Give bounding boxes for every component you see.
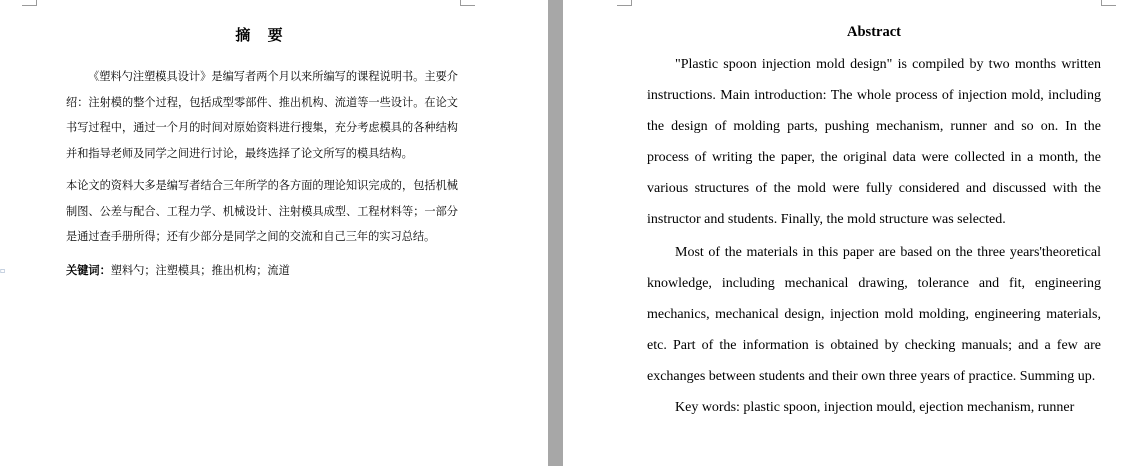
english-abstract-page bbox=[563, 0, 1139, 466]
chinese-abstract-page bbox=[0, 0, 548, 466]
keywords-label: 关键词： bbox=[66, 264, 111, 277]
chinese-paragraph bbox=[66, 64, 458, 166]
chinese-paragraph-text: 本论文的资料大多是编写者结合三年所学的各方面的理论知识完成的，包括机械制图、公差与配合、工程力学、机械设计、注射模具成型、工程材料等；一部分是通过查手册所得；还有少部分是同学之间的交流和自己三年的实习总结。 bbox=[66, 179, 458, 243]
english-title: Abstract bbox=[847, 24, 901, 40]
corner-crop-mark bbox=[460, 0, 475, 6]
chinese-keywords bbox=[66, 258, 458, 284]
chinese-title: 摘 要 bbox=[235, 26, 289, 44]
chinese-paragraph bbox=[66, 173, 458, 250]
corner-crop-mark bbox=[22, 0, 37, 6]
page-gutter bbox=[548, 0, 563, 466]
english-paragraph: "Plastic spoon injection mold design" is compiled by two months written instructions. Main introduction: The whole process of injection mold, including the design of molding parts, pushing mechanism, runner and so on. In the process of writing the paper, the original data were collected in a month, the various structures of the mold were fully considered and discussed with the instructor and students. Finally, the mold structure was selected. bbox=[647, 57, 1101, 227]
chinese-paragraph-text: 《塑料勺注塑模具设计》是编写者两个月以来所编写的课程说明书。主要介绍：注射模的整个过程，包括成型零部件、推出机构、流道等一些设计。在论文书写过程中，通过一个月的时间对原始资料进行搜集，充分考虑模具的各种结构并和指导老师及同学之间进行讨论，最终选择了论文所写的模具结构。 bbox=[66, 70, 458, 160]
corner-crop-mark bbox=[617, 0, 632, 6]
corner-crop-mark bbox=[1101, 0, 1116, 6]
paragraph-marker-icon: ▫ bbox=[0, 266, 6, 275]
english-paragraph: Most of the materials in this paper are based on the three years'theoretical knowledge, including mechanical drawing, tolerance and fit, engineering mechanics, mechanical design, injection mold molding, engineering materials, etc. Part of the information is obtained by checking manuals; and a few are exchanges between students and their own three years of practice. Summing up. bbox=[647, 245, 1101, 384]
english-keywords: Key words: plastic spoon, injection mould, ejection mechanism, runner bbox=[675, 400, 1075, 415]
keywords-text: 塑料勺；注塑模具；推出机构；流道 bbox=[110, 264, 290, 277]
